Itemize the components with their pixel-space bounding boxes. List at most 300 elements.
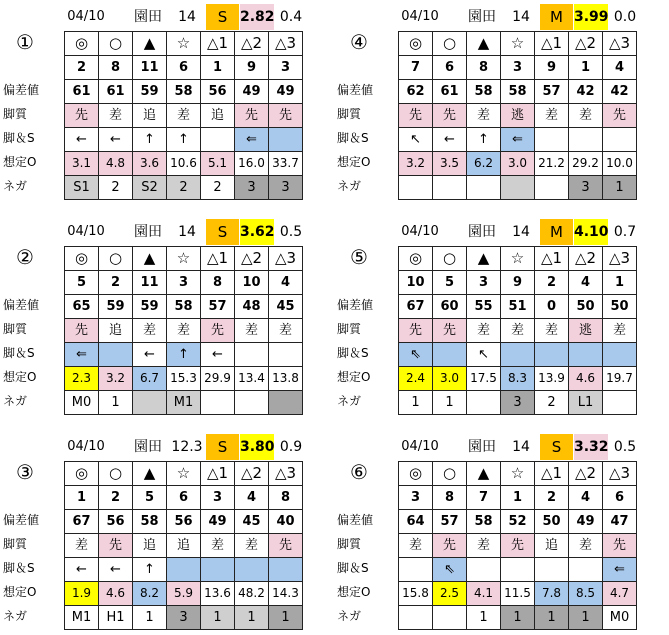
grid-cell: 4.1 xyxy=(467,582,501,606)
grid-row-style xyxy=(399,104,637,128)
grid-cell: 49 xyxy=(569,510,603,534)
grid-row-neg xyxy=(65,606,303,630)
grid-row-speed xyxy=(399,343,637,367)
grid-cell xyxy=(433,343,467,367)
grid-cell: 3 xyxy=(501,391,535,415)
grid-cell xyxy=(501,343,535,367)
grid-row-neg xyxy=(399,176,637,200)
grid-cell xyxy=(133,391,167,415)
grid-cell: 差 xyxy=(65,534,99,558)
grid-cell: ◎ xyxy=(65,462,99,486)
grid-cell: ⇖ xyxy=(433,558,467,582)
grid-cell xyxy=(467,391,501,415)
grid-cell: 29.9 xyxy=(201,367,235,391)
race-header xyxy=(334,434,668,460)
grid-cell: 9 xyxy=(235,56,269,80)
row-label-speed: 脚＆S xyxy=(3,561,35,575)
grid-cell: 57 xyxy=(535,80,569,104)
grid-cell xyxy=(535,128,569,152)
grid-cell: 9 xyxy=(535,56,569,80)
grid-cell: △3 xyxy=(269,32,303,56)
row-label-style: 脚質 xyxy=(3,322,28,336)
grid-row-speed xyxy=(399,128,637,152)
grid-cell: 19.7 xyxy=(603,367,637,391)
grid-cell: 15.3 xyxy=(167,367,201,391)
race-grid xyxy=(64,246,303,415)
race-venue: 園田 xyxy=(468,224,496,240)
grid-cell: ↑ xyxy=(133,128,167,152)
grid-cell xyxy=(201,558,235,582)
grid-cell: 差 xyxy=(603,319,637,343)
grid-cell: 1.9 xyxy=(65,582,99,606)
grid-cell: 5 xyxy=(433,271,467,295)
race-grid xyxy=(398,246,637,415)
grid-cell: 3 xyxy=(269,176,303,200)
grid-cell: 3.6 xyxy=(133,152,167,176)
grid-cell: 6 xyxy=(603,486,637,510)
grid-row-num xyxy=(65,486,303,510)
race-number: ③ xyxy=(16,460,34,484)
grid-cell: 1 xyxy=(433,391,467,415)
grid-cell: H1 xyxy=(99,606,133,630)
grid-cell: ○ xyxy=(433,32,467,56)
race-rate: 3.32 xyxy=(574,434,608,460)
race-grade: M xyxy=(540,219,573,245)
race-number: ④ xyxy=(350,30,368,54)
grid-cell: L1 xyxy=(569,391,603,415)
grid-cell: 29.2 xyxy=(569,152,603,176)
grid-cell: 61 xyxy=(65,80,99,104)
grid-cell: ☆ xyxy=(167,462,201,486)
grid-row-speed xyxy=(65,343,303,367)
grid-cell: 先 xyxy=(269,534,303,558)
grid-cell: 59 xyxy=(99,295,133,319)
grid-cell: ○ xyxy=(433,247,467,271)
race-grid xyxy=(398,31,637,200)
row-label-neg: ネガ xyxy=(337,394,362,408)
grid-cell: 差 xyxy=(501,319,535,343)
grid-cell: ◎ xyxy=(399,247,433,271)
grid-cell: 差 xyxy=(269,319,303,343)
grid-cell: 56 xyxy=(201,80,235,104)
race-rate: 3.99 xyxy=(574,4,608,30)
grid-cell: M0 xyxy=(65,391,99,415)
grid-cell: 2 xyxy=(99,486,133,510)
grid-cell: △3 xyxy=(269,462,303,486)
grid-cell: 4 xyxy=(603,56,637,80)
grid-row-mark xyxy=(399,462,637,486)
grid-cell: ◎ xyxy=(399,462,433,486)
grid-cell: ☆ xyxy=(501,32,535,56)
grid-cell: S1 xyxy=(65,176,99,200)
grid-cell: 56 xyxy=(167,510,201,534)
grid-cell: 追 xyxy=(167,534,201,558)
grid-cell: 4.6 xyxy=(569,367,603,391)
grid-cell: 2 xyxy=(535,486,569,510)
grid-cell: 8 xyxy=(201,271,235,295)
grid-cell: 6.2 xyxy=(467,152,501,176)
grid-row-style xyxy=(399,534,637,558)
grid-cell: 58 xyxy=(133,510,167,534)
grid-cell: 3.5 xyxy=(433,152,467,176)
grid-cell: 5.9 xyxy=(167,582,201,606)
grid-cell xyxy=(569,558,603,582)
race-header xyxy=(334,4,668,30)
grid-cell: 8.3 xyxy=(501,367,535,391)
grid-cell: 7 xyxy=(399,56,433,80)
grid-cell: 2.5 xyxy=(433,582,467,606)
grid-cell: 10 xyxy=(235,271,269,295)
grid-cell: 2 xyxy=(167,176,201,200)
grid-cell: 17.5 xyxy=(467,367,501,391)
row-label-neg: ネガ xyxy=(3,609,28,623)
grid-cell: 48.2 xyxy=(235,582,269,606)
race-block xyxy=(334,215,668,420)
grid-cell: 60 xyxy=(433,295,467,319)
grid-cell: 先 xyxy=(399,104,433,128)
race-venue: 園田 xyxy=(134,224,162,240)
grid-cell xyxy=(269,558,303,582)
grid-cell: △1 xyxy=(201,32,235,56)
grid-cell: 先 xyxy=(433,534,467,558)
grid-cell: △2 xyxy=(235,247,269,271)
grid-row-speed xyxy=(399,558,637,582)
race-venue: 園田 xyxy=(468,9,496,25)
grid-cell: 9 xyxy=(501,271,535,295)
grid-cell: 逃 xyxy=(501,104,535,128)
grid-cell: △3 xyxy=(269,247,303,271)
grid-cell: △3 xyxy=(603,32,637,56)
grid-cell: ▲ xyxy=(467,247,501,271)
race-grid xyxy=(398,461,637,630)
grid-cell xyxy=(569,128,603,152)
grid-row-num xyxy=(399,271,637,295)
grid-cell xyxy=(467,176,501,200)
grid-cell: 1 xyxy=(269,606,303,630)
grid-cell: 62 xyxy=(399,80,433,104)
row-label-odds: 想定O xyxy=(3,585,37,599)
grid-cell xyxy=(201,391,235,415)
race-date: 04/10 xyxy=(401,224,439,239)
grid-cell: 59 xyxy=(133,295,167,319)
grid-row-mark xyxy=(65,462,303,486)
grid-row-neg xyxy=(65,176,303,200)
grid-cell: 先 xyxy=(65,319,99,343)
race-date: 04/10 xyxy=(401,439,439,454)
grid-cell: 差 xyxy=(133,319,167,343)
grid-cell: 1 xyxy=(201,606,235,630)
grid-cell: 差 xyxy=(201,534,235,558)
grid-cell: ▲ xyxy=(467,462,501,486)
grid-cell: 3 xyxy=(235,176,269,200)
row-label-speed: 脚＆S xyxy=(3,131,35,145)
grid-row-dev xyxy=(65,510,303,534)
grid-cell: △1 xyxy=(535,32,569,56)
grid-cell: M1 xyxy=(167,391,201,415)
grid-cell: 52 xyxy=(501,510,535,534)
grid-cell: ▲ xyxy=(133,247,167,271)
row-label-speed: 脚＆S xyxy=(337,346,369,360)
race-grade: S xyxy=(540,434,573,460)
grid-cell: ◎ xyxy=(65,247,99,271)
race-number: ⑥ xyxy=(350,460,368,484)
grid-row-num xyxy=(65,56,303,80)
grid-cell: 3 xyxy=(201,486,235,510)
race-date: 04/10 xyxy=(401,9,439,24)
grid-cell: 59 xyxy=(133,80,167,104)
row-label-dev: 偏差値 xyxy=(3,513,40,527)
row-label-neg: ネガ xyxy=(3,179,28,193)
row-label-odds: 想定O xyxy=(3,370,37,384)
grid-row-style xyxy=(65,534,303,558)
grid-cell: 4.8 xyxy=(99,152,133,176)
race-rate: 2.82 xyxy=(240,4,274,30)
grid-cell: 11 xyxy=(133,271,167,295)
grid-row-odds xyxy=(399,582,637,606)
row-label-style: 脚質 xyxy=(3,537,28,551)
grid-cell: 58 xyxy=(467,80,501,104)
row-label-style: 脚質 xyxy=(337,322,362,336)
grid-cell: 1 xyxy=(569,56,603,80)
race-field-size: 14 xyxy=(178,224,196,240)
grid-cell xyxy=(235,558,269,582)
grid-cell: 先 xyxy=(99,534,133,558)
grid-cell: 58 xyxy=(467,510,501,534)
race-field-size: 12.3 xyxy=(171,439,203,455)
grid-cell: 67 xyxy=(65,510,99,534)
race-block xyxy=(0,215,334,420)
grid-cell: 58 xyxy=(167,80,201,104)
grid-row-dev xyxy=(65,295,303,319)
race-block xyxy=(0,0,334,205)
grid-cell: ← xyxy=(201,343,235,367)
grid-cell: 33.7 xyxy=(269,152,303,176)
grid-cell: 先 xyxy=(501,534,535,558)
grid-row-style xyxy=(65,104,303,128)
grid-cell: △2 xyxy=(235,462,269,486)
grid-cell: 差 xyxy=(399,534,433,558)
race-last-value: 0.5 xyxy=(613,439,637,455)
race-header xyxy=(334,219,668,245)
race-rate: 4.10 xyxy=(574,219,608,245)
grid-cell: 57 xyxy=(201,295,235,319)
grid-cell: 49 xyxy=(201,510,235,534)
grid-cell: 64 xyxy=(399,510,433,534)
grid-cell: 3 xyxy=(167,271,201,295)
grid-row-style xyxy=(399,319,637,343)
grid-cell: 先 xyxy=(235,104,269,128)
grid-cell: 13.8 xyxy=(269,367,303,391)
grid-row-odds xyxy=(65,152,303,176)
grid-cell: △1 xyxy=(535,247,569,271)
grid-cell: 6.7 xyxy=(133,367,167,391)
grid-cell: ← xyxy=(65,558,99,582)
grid-cell: 4 xyxy=(569,486,603,510)
grid-row-dev xyxy=(399,295,637,319)
grid-cell: 3 xyxy=(569,176,603,200)
grid-cell xyxy=(269,343,303,367)
grid-cell: 4 xyxy=(235,486,269,510)
grid-cell: 48 xyxy=(235,295,269,319)
grid-cell: 差 xyxy=(569,534,603,558)
grid-cell: 7.8 xyxy=(535,582,569,606)
grid-cell xyxy=(535,558,569,582)
grid-row-num xyxy=(65,271,303,295)
grid-cell: 10.0 xyxy=(603,152,637,176)
grid-cell xyxy=(99,343,133,367)
grid-cell: 追 xyxy=(201,104,235,128)
grid-cell: ○ xyxy=(433,462,467,486)
grid-cell: △2 xyxy=(569,462,603,486)
grid-cell: 逃 xyxy=(569,319,603,343)
grid-cell: 差 xyxy=(535,319,569,343)
grid-cell: ⇖ xyxy=(399,343,433,367)
grid-cell: 差 xyxy=(535,104,569,128)
grid-cell xyxy=(535,176,569,200)
grid-cell: 1 xyxy=(399,391,433,415)
grid-cell: S2 xyxy=(133,176,167,200)
grid-cell: ⇐ xyxy=(65,343,99,367)
grid-cell: ⇐ xyxy=(501,128,535,152)
race-last-value: 0.4 xyxy=(279,9,303,25)
grid-cell: △2 xyxy=(235,32,269,56)
race-header xyxy=(0,219,334,245)
grid-cell: 11 xyxy=(133,56,167,80)
grid-cell: 1 xyxy=(501,606,535,630)
grid-cell: 16.0 xyxy=(235,152,269,176)
grid-cell: 8 xyxy=(467,56,501,80)
grid-cell: 差 xyxy=(569,104,603,128)
grid-cell: 1 xyxy=(65,486,99,510)
race-block xyxy=(334,430,668,635)
race-grade: S xyxy=(206,434,239,460)
grid-cell: 追 xyxy=(133,534,167,558)
row-label-dev: 偏差値 xyxy=(3,298,40,312)
grid-cell: ○ xyxy=(99,247,133,271)
race-number: ② xyxy=(16,245,34,269)
grid-cell: 先 xyxy=(269,104,303,128)
grid-cell: ▲ xyxy=(133,462,167,486)
row-label-style: 脚質 xyxy=(337,107,362,121)
grid-cell: 8.2 xyxy=(133,582,167,606)
race-grade: M xyxy=(540,4,573,30)
grid-cell xyxy=(433,606,467,630)
grid-cell: 2.3 xyxy=(65,367,99,391)
grid-cell: ← xyxy=(65,128,99,152)
grid-row-style xyxy=(65,319,303,343)
grid-cell: 4 xyxy=(269,271,303,295)
grid-cell: 2.4 xyxy=(399,367,433,391)
race-rate: 3.62 xyxy=(240,219,274,245)
grid-cell: 10.6 xyxy=(167,152,201,176)
grid-cell: 0 xyxy=(535,295,569,319)
grid-cell: 49 xyxy=(235,80,269,104)
grid-cell: 50 xyxy=(535,510,569,534)
grid-cell: 差 xyxy=(167,319,201,343)
grid-cell: 差 xyxy=(99,104,133,128)
grid-cell xyxy=(501,176,535,200)
grid-cell xyxy=(269,391,303,415)
grid-cell xyxy=(399,606,433,630)
race-header xyxy=(0,434,334,460)
grid-cell: 3.0 xyxy=(501,152,535,176)
grid-cell: 57 xyxy=(433,510,467,534)
grid-cell: 50 xyxy=(569,295,603,319)
grid-row-neg xyxy=(399,391,637,415)
grid-row-neg xyxy=(399,606,637,630)
grid-cell: 6 xyxy=(433,56,467,80)
grid-cell: 追 xyxy=(99,319,133,343)
grid-cell xyxy=(269,128,303,152)
grid-cell: ↑ xyxy=(133,558,167,582)
grid-cell: 61 xyxy=(99,80,133,104)
race-last-value: 0.5 xyxy=(279,224,303,240)
race-date: 04/10 xyxy=(67,9,105,24)
grid-cell: 13.9 xyxy=(535,367,569,391)
grid-cell xyxy=(399,558,433,582)
grid-cell: M0 xyxy=(603,606,637,630)
grid-cell: 1 xyxy=(603,271,637,295)
grid-cell xyxy=(603,128,637,152)
grid-row-dev xyxy=(65,80,303,104)
grid-cell: 3.1 xyxy=(65,152,99,176)
grid-cell: ↖ xyxy=(467,343,501,367)
grid-cell: 5 xyxy=(133,486,167,510)
grid-cell: ↑ xyxy=(167,343,201,367)
race-field-size: 14 xyxy=(512,439,530,455)
race-number: ⑤ xyxy=(350,245,368,269)
grid-cell: 差 xyxy=(235,319,269,343)
grid-cell: △3 xyxy=(603,247,637,271)
grid-cell: 2 xyxy=(99,176,133,200)
grid-cell: 50 xyxy=(603,295,637,319)
grid-cell: ☆ xyxy=(167,247,201,271)
row-label-dev: 偏差値 xyxy=(337,83,374,97)
grid-cell: 4.6 xyxy=(99,582,133,606)
grid-cell: 3.2 xyxy=(399,152,433,176)
row-label-neg: ネガ xyxy=(3,394,28,408)
grid-cell xyxy=(167,558,201,582)
grid-cell xyxy=(535,343,569,367)
grid-cell: 2 xyxy=(535,271,569,295)
grid-row-neg xyxy=(65,391,303,415)
grid-cell: ◎ xyxy=(399,32,433,56)
race-grid xyxy=(64,461,303,630)
grid-row-odds xyxy=(399,152,637,176)
grid-row-mark xyxy=(399,32,637,56)
row-label-neg: ネガ xyxy=(337,179,362,193)
grid-cell: 1 xyxy=(501,486,535,510)
grid-cell: 先 xyxy=(433,319,467,343)
grid-row-mark xyxy=(399,247,637,271)
row-label-odds: 想定O xyxy=(337,155,371,169)
row-label-odds: 想定O xyxy=(3,155,37,169)
grid-cell: 3.2 xyxy=(99,367,133,391)
grid-cell: 1 xyxy=(603,176,637,200)
grid-row-dev xyxy=(399,80,637,104)
grid-cell: ← xyxy=(133,343,167,367)
race-last-value: 0.9 xyxy=(279,439,303,455)
grid-cell: △2 xyxy=(569,247,603,271)
grid-cell: ◎ xyxy=(65,32,99,56)
grid-cell: 49 xyxy=(269,80,303,104)
grid-cell: ↑ xyxy=(167,128,201,152)
row-label-dev: 偏差値 xyxy=(337,298,374,312)
grid-cell: 追 xyxy=(535,534,569,558)
race-rate: 3.80 xyxy=(240,434,274,460)
grid-cell: 42 xyxy=(603,80,637,104)
grid-cell: 13.4 xyxy=(235,367,269,391)
